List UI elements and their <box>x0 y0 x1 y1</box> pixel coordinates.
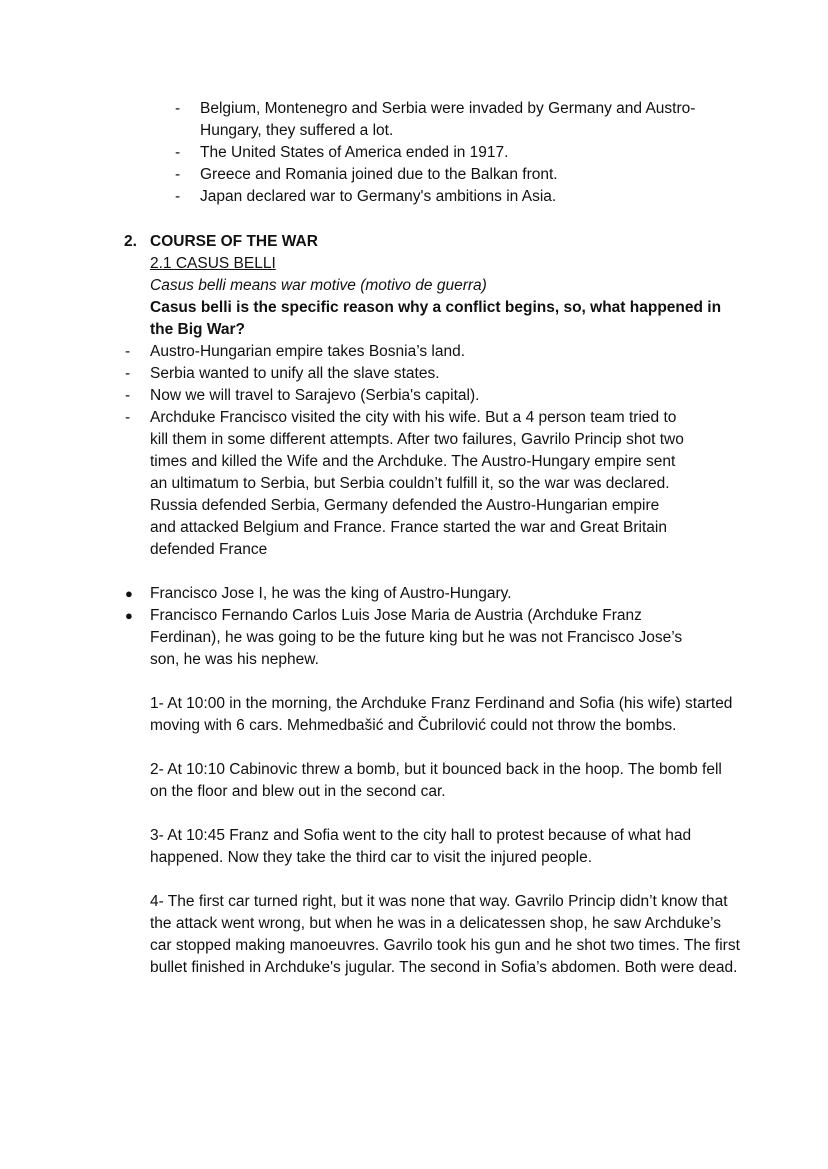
dash-marker: - <box>175 188 181 205</box>
list-item-text: Greece and Romania joined due to the Balkan front. <box>200 166 558 183</box>
dash-marker: - <box>175 166 181 183</box>
timeline-events <box>150 693 740 1001</box>
dash-marker: - <box>125 409 131 426</box>
list-item-text: Now we will travel to Sarajevo (Serbia's capital). <box>150 387 480 404</box>
section-title: COURSE OF THE WAR <box>150 233 318 250</box>
intro-list <box>175 98 740 208</box>
list-item <box>125 385 685 407</box>
list-item-text: Archduke Francisco visited the city with his wife. But a 4 person team tried to kill them in some different attempts. After two failures, Gavrilo Princip shot two times and killed the Wife and the Archduke. The Austro-Hungary empire sent an ultimatum to Serbia, but Serbia couldn’t fulfill it, so the war was declared. Russia defended Serbia, Germany defended the Austro-Hungarian empire and attacked Belgium and France. France started the war and Great Britain defended France <box>150 409 684 558</box>
list-item <box>175 98 740 142</box>
list-item <box>125 341 685 363</box>
event-paragraph: 1- At 10:00 in the morning, the Archduke Franz Ferdinand and Sofia (his wife) started moving with 6 cars. Mehmedbašić and Čubrilović could not throw the bombs. <box>150 695 733 734</box>
event-paragraph: 3- At 10:45 Franz and Sofia went to the city hall to protest because of what had happened. Now they take the third car to visit the injured people. <box>150 827 692 866</box>
list-item-text: The United States of America ended in 1917. <box>200 144 509 161</box>
dash-marker: - <box>125 365 131 382</box>
persons-bullet-list <box>125 583 685 671</box>
list-item <box>175 186 740 208</box>
event-paragraph: 2- At 10:10 Cabinovic threw a bomb, but it bounced back in the hoop. The bomb fell on the floor and blew out in the second car. <box>150 761 722 800</box>
italic-note: Casus belli means war motive (motivo de guerra) <box>150 277 487 294</box>
section-body <box>125 231 740 671</box>
dash-marker: - <box>175 144 181 161</box>
list-item-text: Francisco Fernando Carlos Luis Jose Maria de Austria (Archduke Franz Ferdinan), he was going to be the future king but he was not Francisco Jose’s son, he was his nephew. <box>150 607 683 668</box>
bullet-icon: ● <box>125 586 133 601</box>
bold-question: Casus belli is the specific reason why a conflict begins, so, what happened in the Big War? <box>150 299 722 338</box>
list-item-text: Belgium, Montenegro and Serbia were invaded by Germany and Austro-Hungary, they suffered a lot. <box>200 100 696 139</box>
list-item <box>125 363 685 385</box>
list-item <box>125 605 685 671</box>
list-item-text: Japan declared war to Germany's ambitions in Asia. <box>200 188 557 205</box>
bullet-icon: ● <box>125 608 133 623</box>
subsection-title: 2.1 CASUS BELLI <box>150 255 276 272</box>
list-item-text: Austro-Hungarian empire takes Bosnia’s land. <box>150 343 466 360</box>
list-item-text: Serbia wanted to unify all the slave states. <box>150 365 440 382</box>
event-paragraph: 4- The first car turned right, but it was none that way. Gavrilo Princip didn’t know that the attack went wrong, but when he was in a delicatessen shop, he saw Archduke’s car stopped making manoeuvres. Gavrilo took his gun and he shot two times. The first bullet finished in Archduke's jugular. The second in Sofia’s abdomen. Both were dead. <box>150 893 740 976</box>
dash-marker: - <box>175 100 181 117</box>
list-item-text: Francisco Jose I, he was the king of Austro-Hungary. <box>150 585 512 602</box>
list-item <box>175 164 740 186</box>
list-item <box>125 407 685 561</box>
casus-belli-list <box>125 341 685 561</box>
dash-marker: - <box>125 387 131 404</box>
list-item <box>125 583 685 605</box>
section-number: 2. <box>124 233 137 250</box>
dash-marker: - <box>125 343 131 360</box>
list-item <box>175 142 740 164</box>
